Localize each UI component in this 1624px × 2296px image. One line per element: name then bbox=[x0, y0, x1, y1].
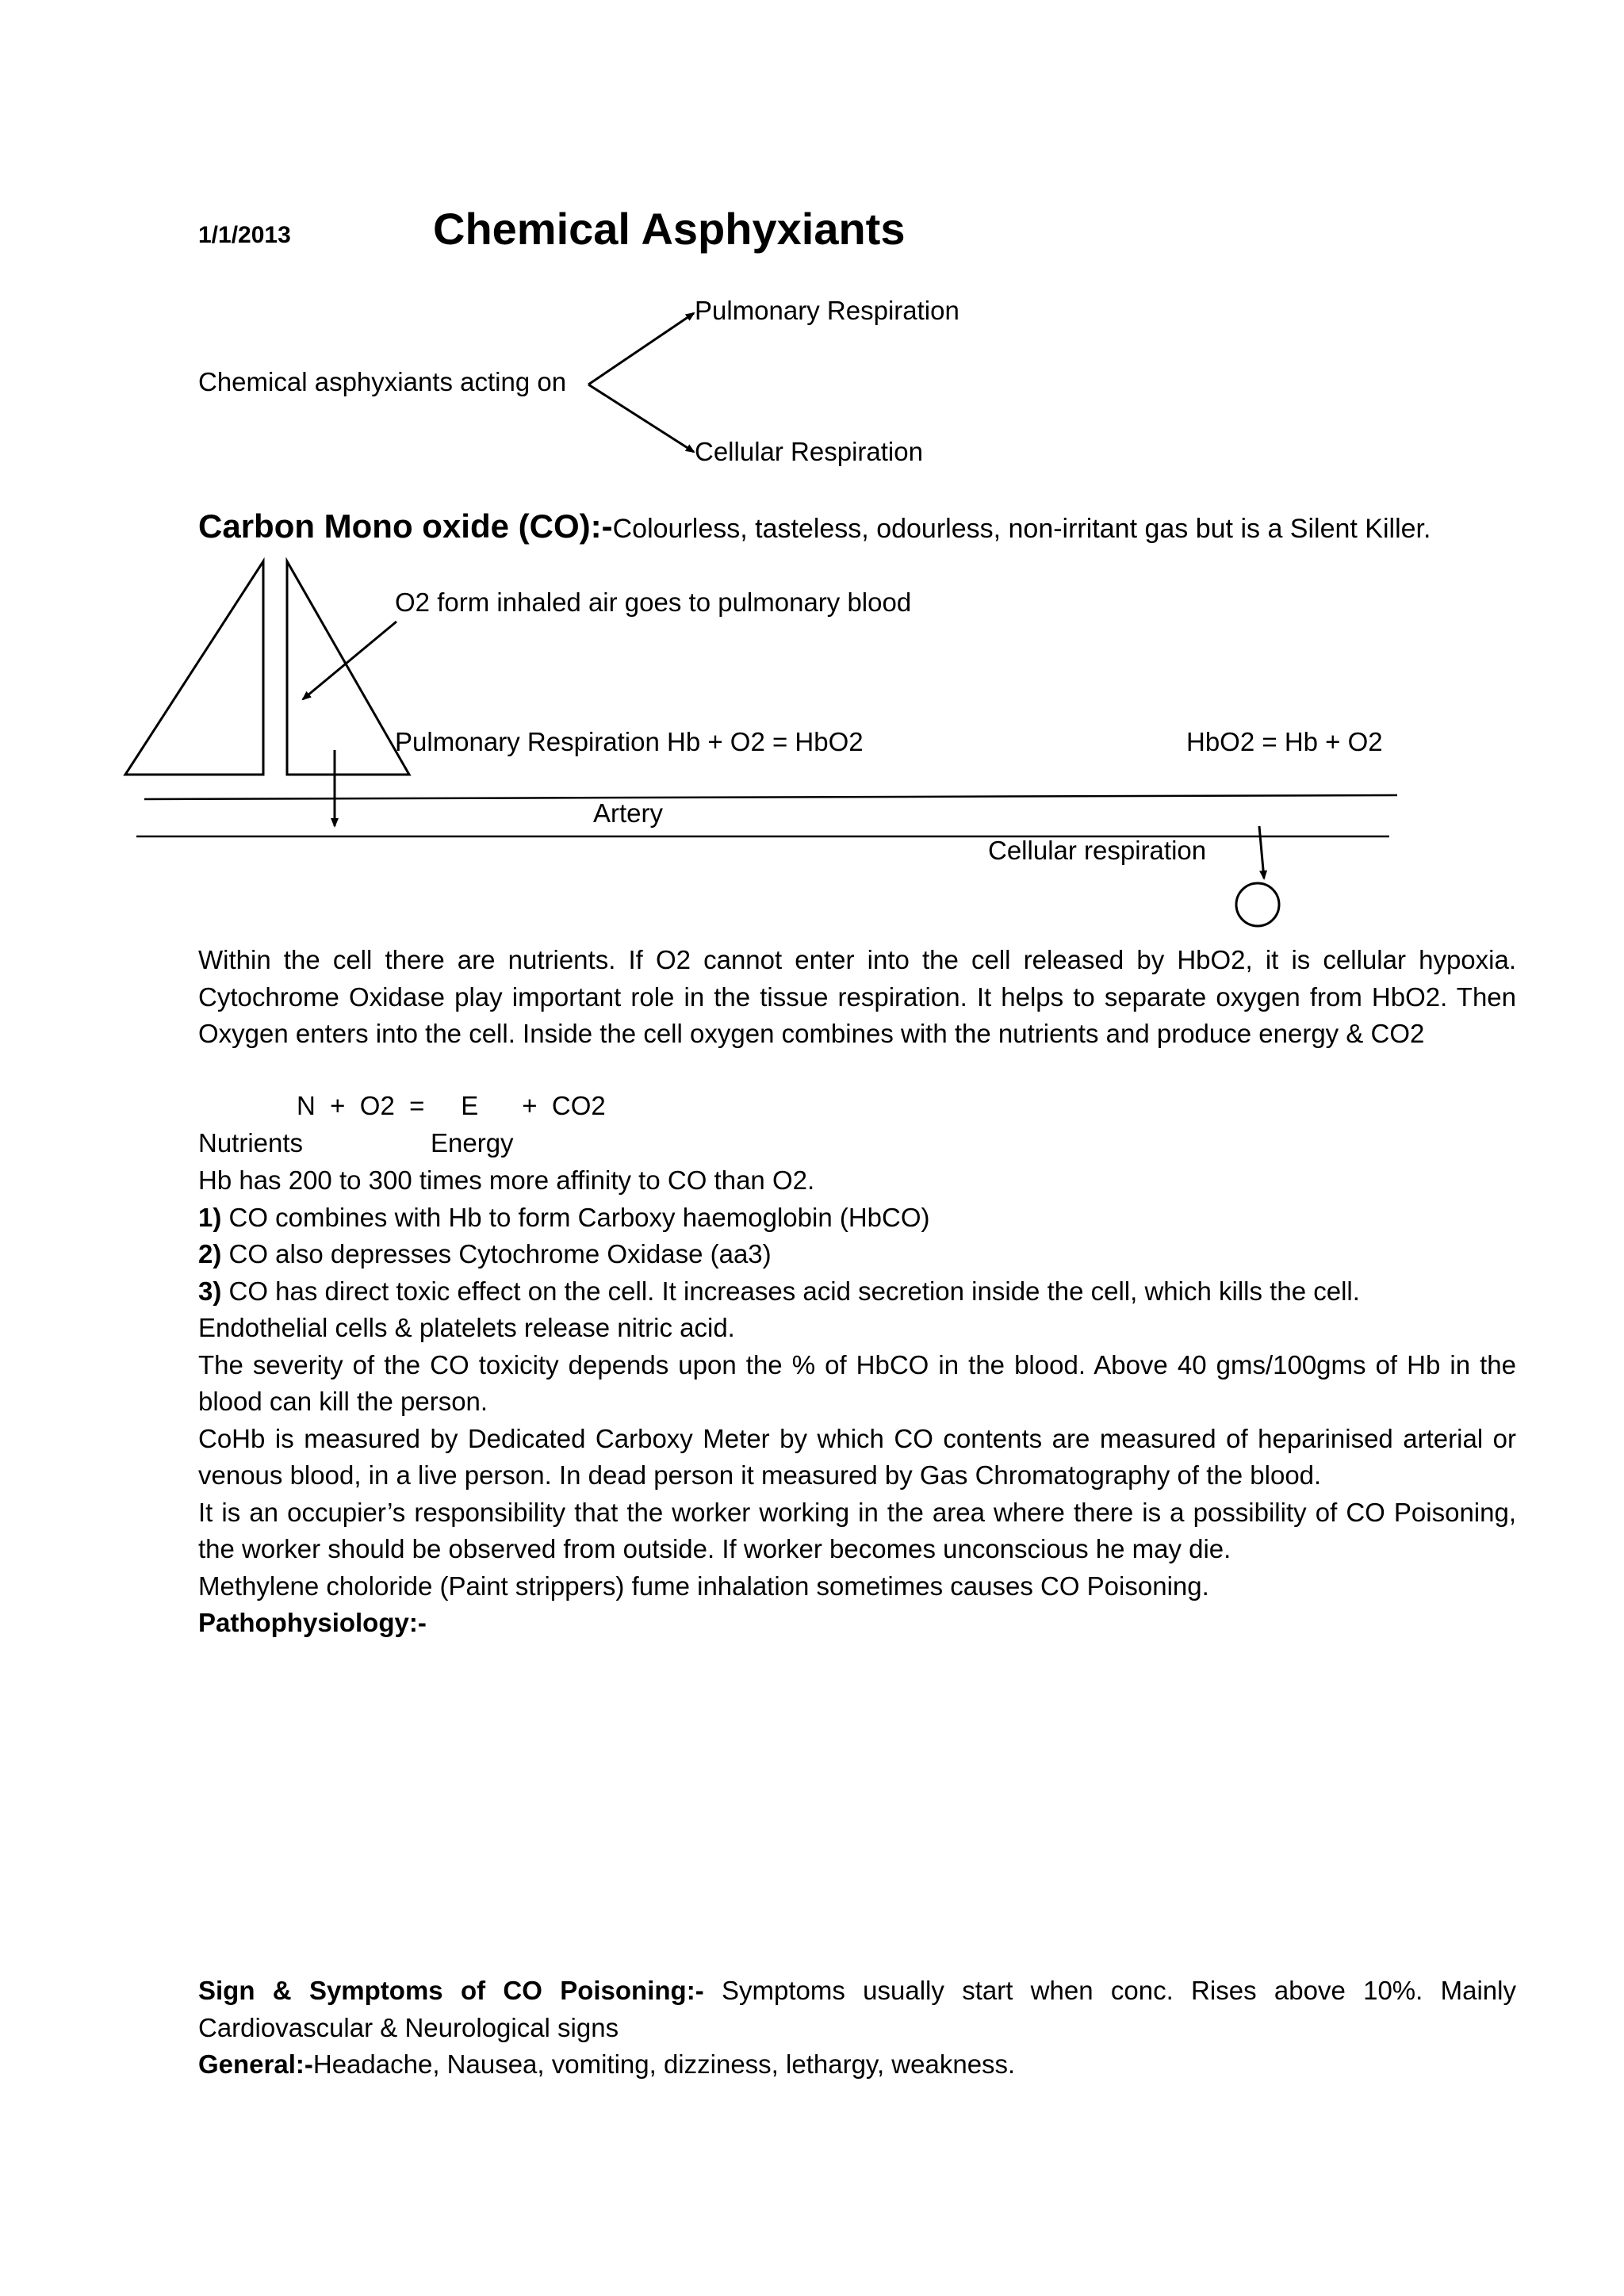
signs-heading: Sign & Symptoms of CO Poisoning:- bbox=[198, 1976, 704, 2005]
cellular-respiration-label: Cellular respiration bbox=[988, 836, 1207, 865]
page-title: Chemical Asphyxiants bbox=[433, 204, 906, 254]
branch-arrow-top bbox=[588, 313, 694, 385]
equation-nutrients-label: Nutrients bbox=[198, 1128, 304, 1158]
co-heading-line bbox=[198, 507, 1431, 546]
branch-top-label: Pulmonary Respiration bbox=[695, 296, 959, 325]
o2-inhaled-label: O2 form inhaled air goes to pulmonary blood bbox=[395, 587, 912, 617]
asphyxiants-root-label: Chemical asphyxiants acting on bbox=[198, 367, 567, 396]
occupier-text: It is an occupier’s responsibility that the worker working in the area where there is a possibility of CO Poisoning, the worker should be observed from outside. If worker becomes unconscious he may die. bbox=[198, 1497, 1516, 1563]
methylene-text: Methylene choloride (Paint strippers) fume inhalation sometimes causes CO Poisoning. bbox=[198, 1571, 1209, 1601]
pathophysiology-heading: Pathophysiology:- bbox=[198, 1608, 427, 1637]
equation-energy-label: Energy bbox=[431, 1128, 514, 1158]
list-item: 3) CO has direct toxic effect on the cell. It increases acid secretion inside the cell, which kills the cell. bbox=[198, 1276, 1360, 1306]
energy-equation: N + O2 = E + CO2 bbox=[297, 1091, 606, 1120]
dissociation-equation: HbO2 = Hb + O2 bbox=[1186, 727, 1383, 756]
severity-text: The severity of the CO toxicity depends upon the % of HbCO in the blood. Above 40 gms/100gms of Hb in the blood can kill the person. bbox=[198, 1349, 1516, 1416]
lung-left-shape bbox=[125, 561, 263, 775]
cell-arrow bbox=[1259, 826, 1264, 878]
signs-text: Symptoms usually start when conc. Rises above 10%. Mainly Cardiovascular & Neurological signs bbox=[198, 1976, 1516, 2042]
paragraph-cell-nutrients: Within the cell there are nutrients. If O2 cannot enter into the cell released by HbO2, it is cellular hypoxia. Cytochrome Oxidase play important role in the tissue respiration. It helps to separate oxygen from HbO2. Then Oxygen enters into the cell. Inside the cell oxygen combines with the nutrients and produce energy & CO2 bbox=[198, 945, 1516, 1048]
signs-section bbox=[198, 1973, 1516, 2084]
lung-right-shape bbox=[287, 561, 409, 775]
cohb-text: CoHb is measured by Dedicated Carboxy Meter by which CO contents are measured of heparinised arterial or venous blood, in a live person. In dead person it measured by Gas Chromatography of the blood. bbox=[198, 1423, 1516, 1490]
list-item: 2) CO also depresses Cytochrome Oxidase (aa3) bbox=[198, 1239, 772, 1269]
general-text: Headache, Nausea, vomiting, dizziness, lethargy, weakness. bbox=[312, 2049, 1016, 2079]
branch-bottom-label: Cellular Respiration bbox=[695, 437, 923, 466]
co-heading: Carbon Mono oxide (CO):- bbox=[198, 507, 613, 545]
artery-label: Artery bbox=[593, 798, 664, 828]
o2-arrow bbox=[303, 622, 396, 699]
affinity-text: Hb has 200 to 300 times more affinity to CO than O2. bbox=[198, 1165, 815, 1195]
general-label: General:- bbox=[198, 2049, 313, 2079]
endothelial-text: Endothelial cells & platelets release nitric acid. bbox=[198, 1313, 735, 1342]
list-item: 1) CO combines with Hb to form Carboxy haemoglobin (HbCO) bbox=[198, 1202, 930, 1232]
artery-line-top bbox=[144, 795, 1397, 799]
body-list bbox=[198, 1162, 1516, 1642]
cell-circle bbox=[1236, 883, 1279, 926]
branch-arrow-bottom bbox=[588, 385, 694, 452]
date: 1/1/2013 bbox=[198, 222, 291, 248]
co-description: Colourless, tasteless, odourless, non-irritant gas but is a Silent Killer. bbox=[612, 514, 1431, 544]
pulmonary-equation: Pulmonary Respiration Hb + O2 = HbO2 bbox=[395, 727, 864, 756]
